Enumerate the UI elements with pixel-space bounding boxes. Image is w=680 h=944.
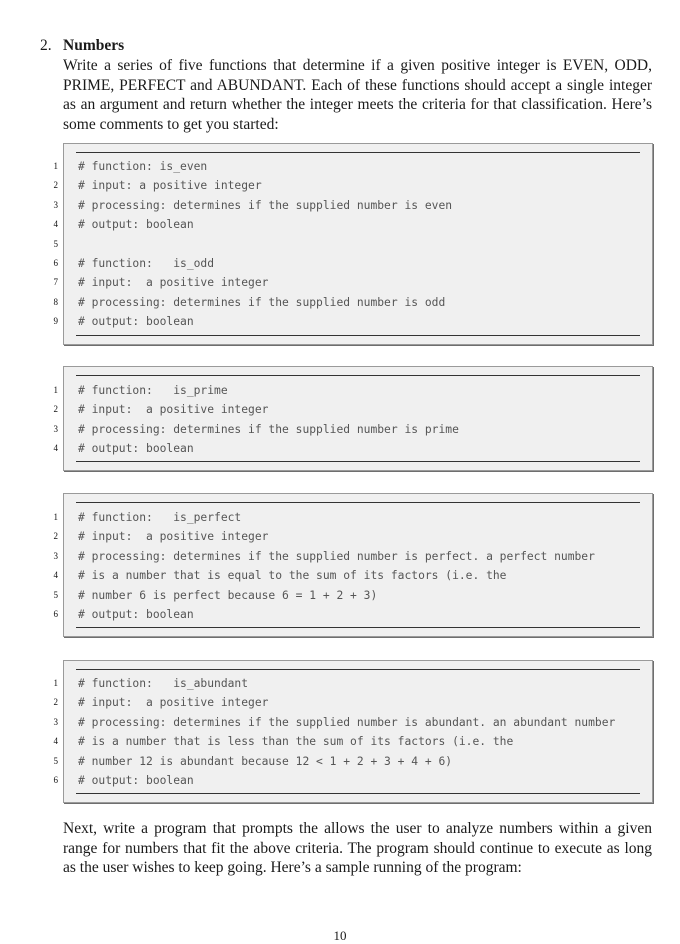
line-number: 3 — [53, 550, 58, 561]
line-number: 6 — [53, 608, 58, 619]
line-number: 5 — [53, 589, 58, 600]
code-line — [53, 312, 652, 331]
line-number: 4 — [53, 443, 58, 454]
code-top-rule — [76, 502, 640, 503]
problem-heading — [40, 36, 652, 56]
code-text: # function: is_prime — [78, 384, 228, 397]
code-line — [53, 273, 652, 292]
line-number: 2 — [53, 404, 58, 415]
line-number: 4 — [53, 219, 58, 230]
problem-number: 2. — [40, 37, 52, 54]
code-line — [53, 381, 652, 400]
line-number: 1 — [53, 385, 58, 395]
code-text: # processing: determines if the supplied number is odd — [78, 295, 446, 309]
code-line — [53, 732, 652, 751]
line-number: 4 — [53, 570, 58, 581]
code-text: # input: a positive integer — [78, 276, 269, 290]
code-text: # number 12 is abundant because 12 < 1 + 2 + 3 + 4 + 6) — [78, 754, 453, 768]
code-text: # is a number that is less than the sum of its factors (i.e. the — [78, 735, 514, 749]
code-line — [53, 771, 652, 790]
line-number: 1 — [53, 512, 58, 522]
code-bottom-rule — [76, 793, 640, 794]
line-number: 2 — [53, 180, 58, 191]
code-text: # output: boolean — [78, 442, 194, 456]
code-line — [53, 508, 652, 527]
code-line — [53, 293, 652, 312]
code-top-rule — [76, 669, 640, 670]
code-text: # input: a positive integer — [78, 179, 262, 193]
code-line — [53, 400, 652, 419]
code-line — [53, 196, 652, 215]
line-number: 3 — [53, 423, 58, 434]
code-text: # input: a positive integer — [78, 530, 269, 544]
code-text: # function: is_perfect — [78, 511, 242, 524]
code-line — [53, 439, 652, 458]
line-number: 3 — [53, 716, 58, 727]
code-text: # output: boolean — [78, 773, 194, 787]
code-line — [53, 566, 652, 585]
code-line — [53, 176, 652, 195]
code-line — [53, 527, 652, 546]
code-line — [53, 586, 652, 605]
code-line — [53, 254, 652, 273]
code-line — [53, 674, 652, 693]
code-lines — [53, 674, 652, 790]
code-text: # input: a positive integer — [78, 696, 269, 710]
code-line — [53, 420, 652, 439]
code-text: # output: boolean — [78, 218, 194, 232]
code-text: # output: boolean — [78, 315, 194, 329]
line-number: 8 — [53, 296, 58, 307]
line-number: 5 — [53, 238, 58, 249]
code-text: # input: a positive integer — [78, 403, 269, 417]
code-text: # function: is_even — [78, 160, 208, 173]
code-bottom-rule — [76, 627, 640, 628]
code-lines — [53, 508, 652, 624]
page-number: 10 — [333, 928, 347, 943]
code-block-even-odd — [53, 143, 653, 345]
line-number: 9 — [53, 316, 58, 327]
problem-title: Numbers — [63, 37, 125, 54]
code-block-perfect — [53, 493, 653, 637]
line-number: 3 — [53, 199, 58, 210]
code-line — [53, 157, 652, 176]
program-description: Next, write a program that prompts the allows the user to analyze numbers within a given range for numbers that fit the above criteria. The program should continue to execute as long as the user wishes to keep going. Here’s a sample running of the program: — [63, 820, 652, 876]
code-text: # is a number that is equal to the sum of its factors (i.e. the — [78, 569, 507, 583]
line-number: 2 — [53, 531, 58, 542]
code-line — [53, 235, 652, 254]
code-text: # processing: determines if the supplied number is even — [78, 198, 453, 212]
code-text: # function: is_abundant — [78, 677, 249, 690]
code-bottom-rule — [76, 461, 640, 462]
code-line — [53, 547, 652, 566]
code-line — [53, 605, 652, 624]
code-block-prime — [53, 366, 653, 471]
code-text: # function: is_odd — [78, 256, 215, 270]
code-text: # processing: determines if the supplied number is prime — [78, 422, 459, 436]
code-line — [53, 752, 652, 771]
line-number: 4 — [53, 736, 58, 747]
line-number: 2 — [53, 697, 58, 708]
code-text: # processing: determines if the supplied number is perfect. a perfect number — [78, 549, 595, 563]
code-line — [53, 713, 652, 732]
problem-intro: Write a series of five functions that determine if a given positive integer is EVEN, ODD, PRIME, PERFECT and ABUNDANT. Each of these functions should accept a single integer as an argument and return whether the integer meets the criteria for that classification. Here’s some comments to get you started: — [63, 57, 652, 133]
code-bottom-rule — [76, 335, 640, 336]
code-text: # number 6 is perfect because 6 = 1 + 2 + 3) — [78, 588, 378, 602]
code-line — [53, 693, 652, 712]
code-lines — [53, 381, 652, 459]
line-number: 6 — [53, 257, 58, 268]
code-block-abundant — [53, 660, 653, 803]
line-number: 5 — [53, 755, 58, 766]
line-number: 1 — [53, 678, 58, 688]
code-line — [53, 215, 652, 234]
line-number: 6 — [53, 774, 58, 785]
code-text: # processing: determines if the supplied number is abundant. an abundant number — [78, 715, 616, 729]
code-top-rule — [76, 375, 640, 376]
code-lines — [53, 157, 652, 332]
line-number: 7 — [53, 277, 58, 288]
line-number: 1 — [53, 161, 58, 171]
code-top-rule — [76, 152, 640, 153]
code-text: # output: boolean — [78, 607, 194, 621]
problem-section — [40, 36, 652, 134]
